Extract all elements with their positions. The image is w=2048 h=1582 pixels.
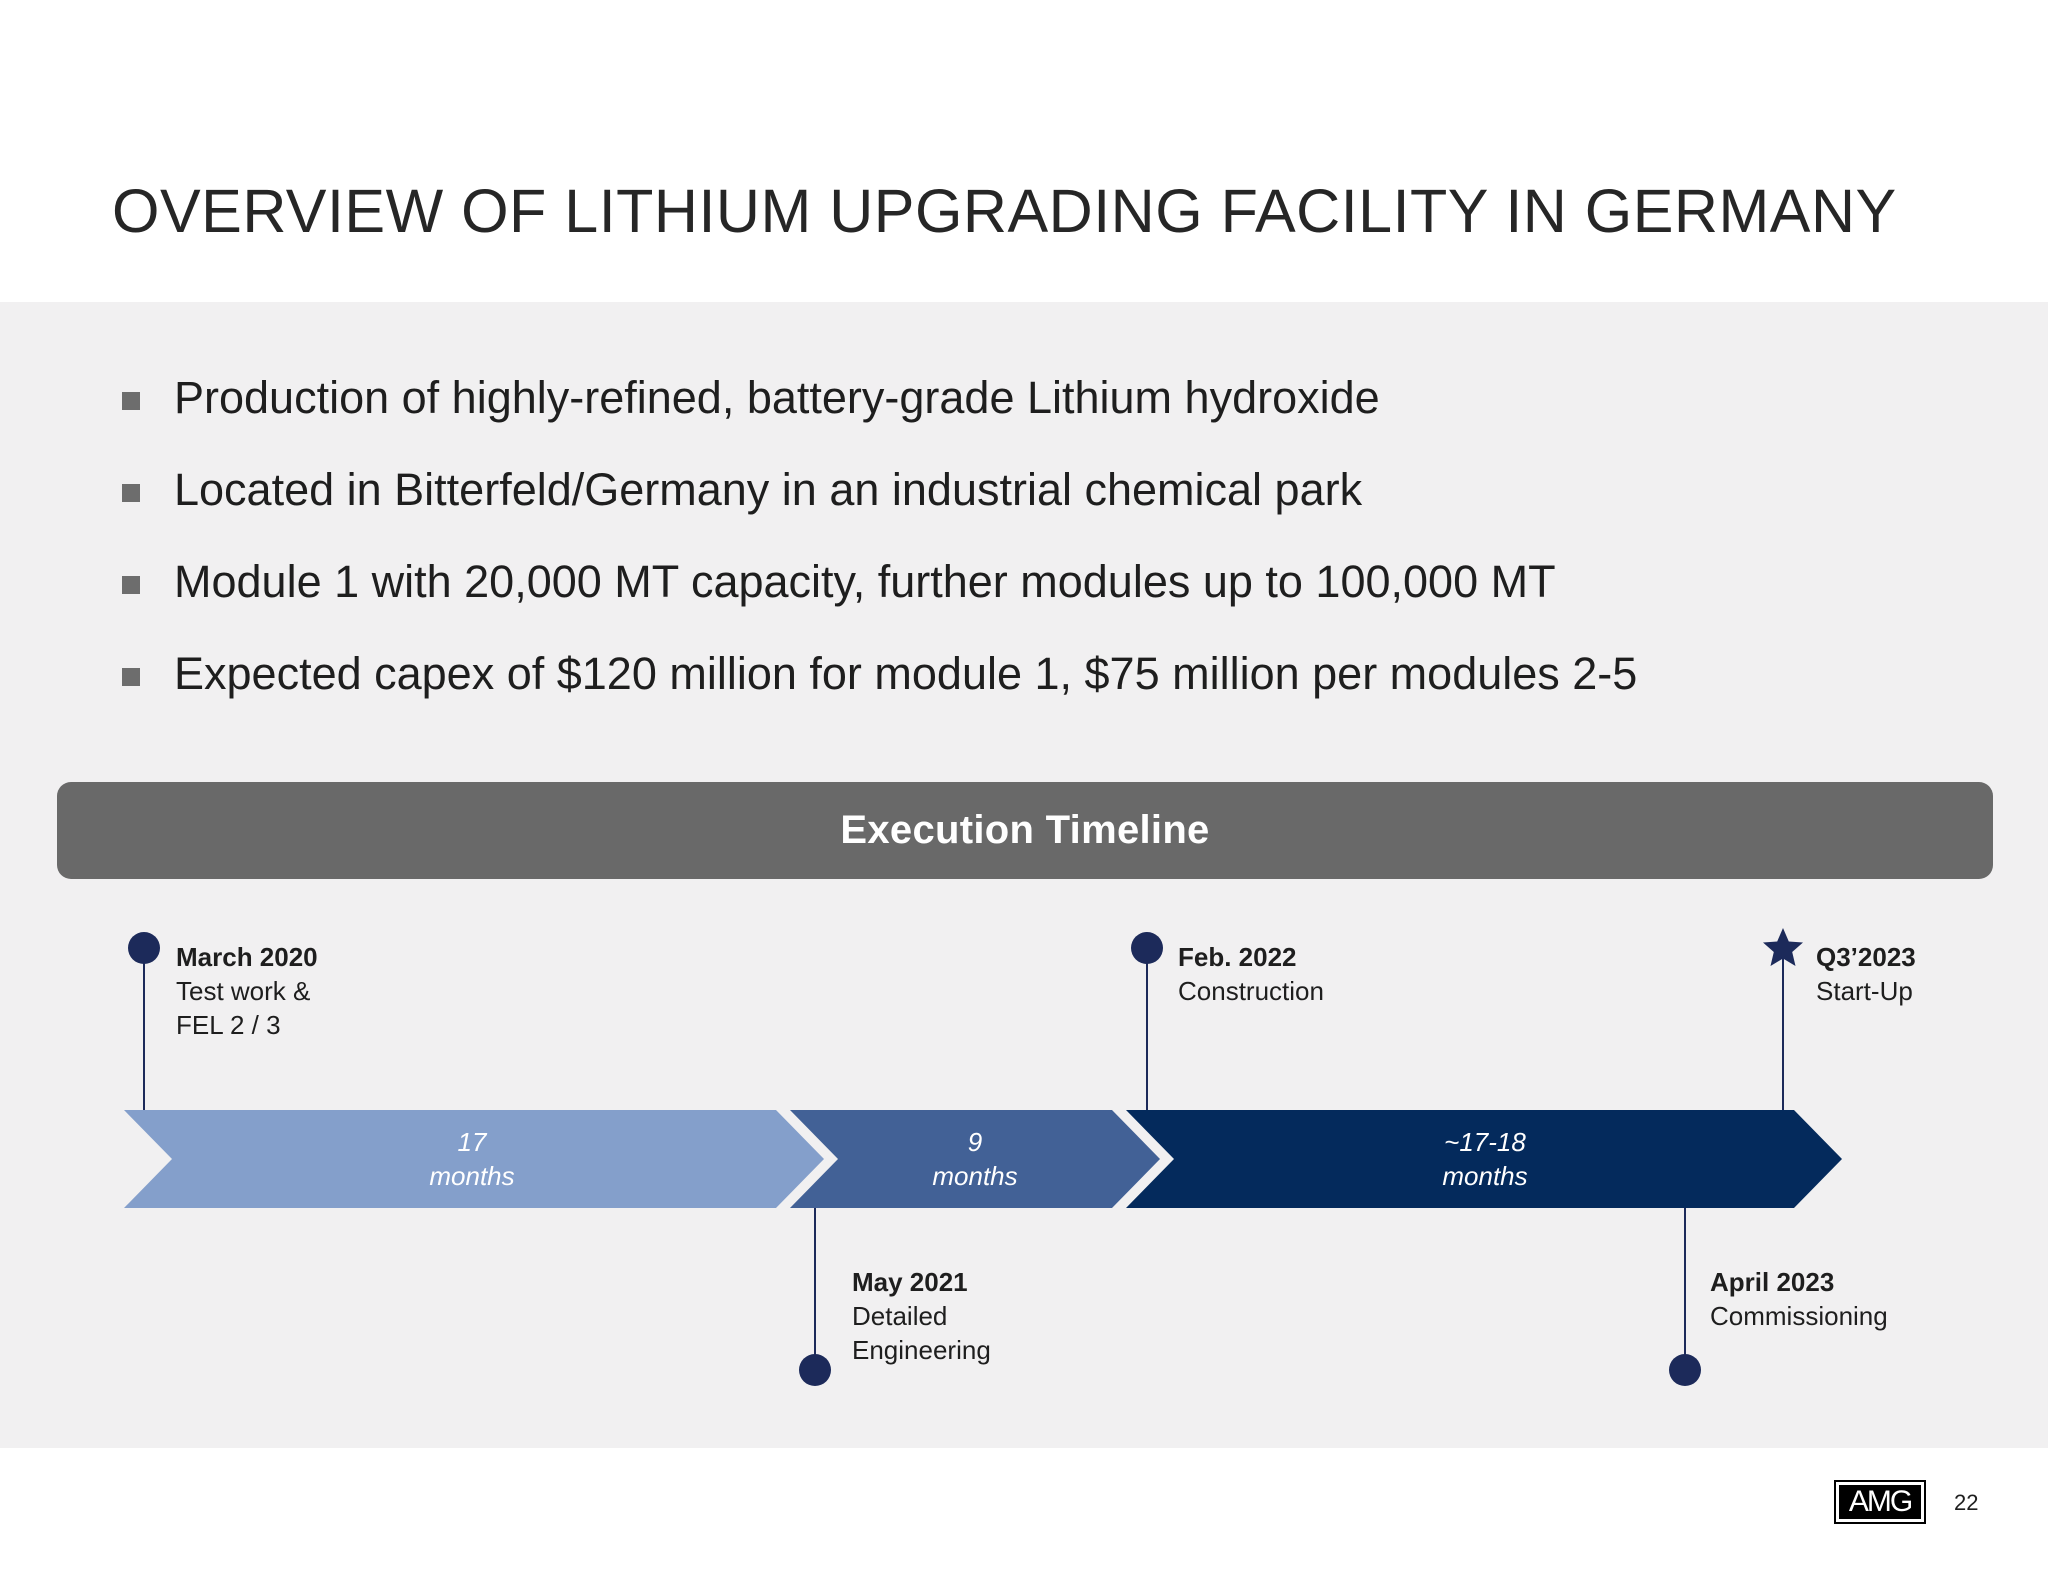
page-number: 22	[1954, 1490, 1979, 1515]
list-item	[122, 352, 1637, 444]
bullet-square-icon	[122, 576, 140, 594]
bullet-square-icon	[122, 392, 140, 410]
milestone-dot-icon	[1669, 1354, 1701, 1386]
list-item	[122, 536, 1637, 628]
amg-logo	[1834, 1480, 1926, 1524]
milestone-date: April 2023	[1710, 1267, 1835, 1297]
logo-text: AMG	[1839, 1485, 1921, 1519]
segment-unit: months	[429, 1161, 515, 1191]
bullet-text: Module 1 with 20,000 MT capacity, further modules up to 100,000 MT	[174, 556, 1556, 607]
bullet-text: Expected capex of $120 million for module 1, $75 million per modules 2-5	[174, 648, 1638, 699]
milestone-date: March 2020	[176, 942, 318, 972]
timeline-title: Execution Timeline	[840, 808, 1210, 852]
milestone-dot-icon	[128, 932, 160, 964]
bullet-text: Located in Bitterfeld/Germany in an industrial chemical park	[174, 464, 1363, 515]
milestone-label	[852, 1265, 991, 1367]
segment-duration-label	[1385, 1125, 1585, 1193]
milestone-description: Commissioning	[1710, 1301, 1888, 1331]
segment-value: 9	[967, 1127, 983, 1157]
bullet-list	[122, 352, 1637, 720]
milestone-date: Feb. 2022	[1178, 942, 1297, 972]
segment-duration-label	[372, 1125, 572, 1193]
milestone-label	[1178, 940, 1324, 1008]
segment-unit: months	[1442, 1161, 1528, 1191]
milestone-dot-icon	[1131, 932, 1163, 964]
milestone-description: Detailed Engineering	[852, 1301, 991, 1365]
milestone-dot-icon	[799, 1354, 831, 1386]
page-title: OVERVIEW OF LITHIUM UPGRADING FACILITY IN GERMANY	[112, 177, 1897, 245]
milestone-label	[1816, 940, 1916, 1008]
list-item	[122, 628, 1637, 720]
milestone-description: Construction	[1178, 976, 1324, 1006]
milestone-date: Q3’2023	[1816, 942, 1916, 972]
milestone-description: Start-Up	[1816, 976, 1913, 1006]
milestone-description: Test work & FEL 2 / 3	[176, 976, 311, 1040]
bullet-text: Production of highly-refined, battery-grade Lithium hydroxide	[174, 372, 1380, 423]
milestone-label	[1710, 1265, 1888, 1333]
segment-duration-label	[875, 1125, 1075, 1193]
segment-value: 17	[457, 1127, 487, 1157]
list-item	[122, 444, 1637, 536]
bullet-square-icon	[122, 484, 140, 502]
bullet-square-icon	[122, 668, 140, 686]
timeline-header	[57, 782, 1993, 879]
milestone-label	[176, 940, 318, 1042]
milestone-date: May 2021	[852, 1267, 968, 1297]
segment-value: ~17-18	[1444, 1127, 1526, 1157]
segment-unit: months	[932, 1161, 1018, 1191]
